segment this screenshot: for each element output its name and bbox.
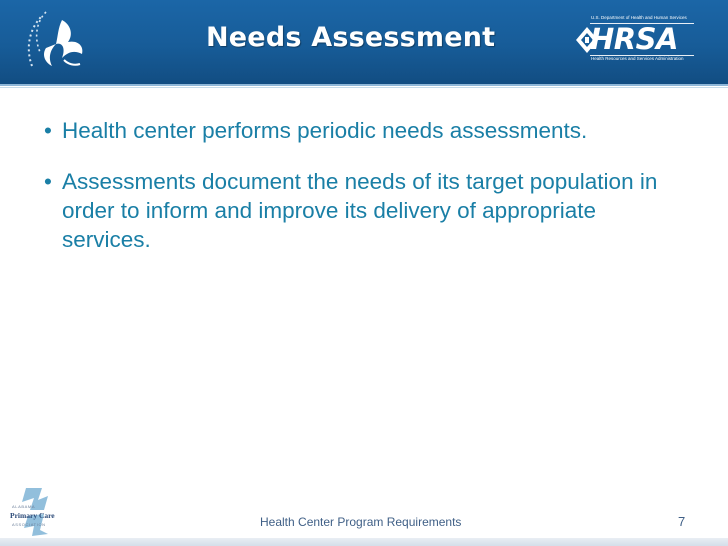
hhs-eagle-icon (22, 4, 98, 80)
bullet-dot-icon: • (44, 118, 52, 143)
slide-title: Needs Assessment (206, 22, 496, 53)
primary-care-logo-top: ALABAMA (12, 504, 36, 509)
hrsa-wordmark: HRSA (590, 22, 678, 56)
header-divider-thin (0, 87, 728, 88)
bullet-dot-icon: • (44, 169, 52, 194)
footer-band (0, 538, 728, 546)
primary-care-logo-bottom: ASSOCIATION (12, 522, 46, 527)
hrsa-subtitle-line: Health Resources and Services Administration (591, 56, 684, 61)
bullet-text: Assessments document the needs of its target population in order to inform and improve its delivery of appropriate services. (62, 169, 658, 252)
bullet-text: Health center performs periodic needs assessments. (62, 118, 588, 143)
bullet-list (44, 116, 684, 276)
footer-text: Health Center Program Requirements (260, 515, 462, 529)
bullet-item (44, 116, 684, 145)
header-divider (0, 84, 728, 86)
hrsa-department-line: U.S. Department of Health and Human Services (591, 15, 687, 20)
bullet-item (44, 167, 684, 254)
header-bar (0, 0, 728, 84)
page-number: 7 (678, 514, 686, 529)
primary-care-logo-text: Primary Care (10, 511, 55, 520)
